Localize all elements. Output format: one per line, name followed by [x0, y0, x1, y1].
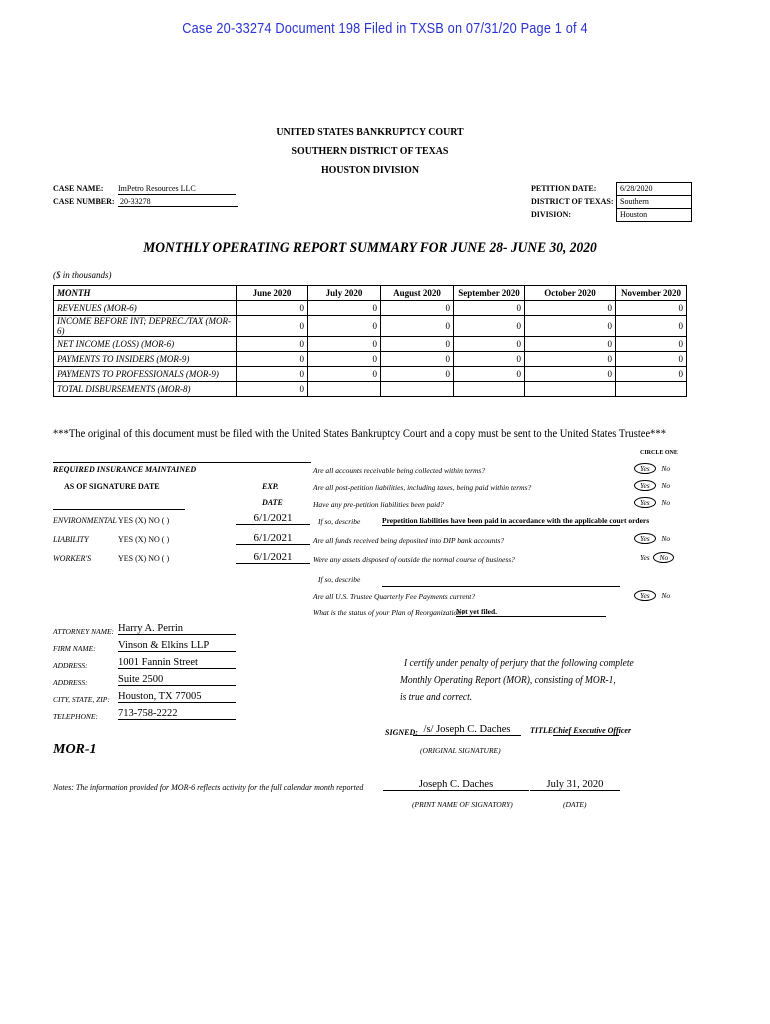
cell: 0: [381, 316, 454, 337]
answer-yes: Yes: [634, 590, 656, 601]
header-col: November 2020: [616, 286, 687, 301]
plan-status-value: Not yet filed.: [456, 607, 606, 617]
case-number-value: 20-33278: [118, 197, 238, 207]
cell: 0: [237, 301, 308, 316]
city-value: Houston, TX 77005: [118, 691, 236, 703]
cell: 0: [525, 352, 616, 367]
table-row: [54, 367, 687, 382]
pre-petition-description: Prepetition liabilities have been paid in accordance with the applicable court orders: [382, 516, 650, 525]
row-label: NET INCOME (LOSS) (MOR-6): [54, 337, 237, 352]
title-value: Chief Executive Officer: [553, 726, 632, 735]
firm-name-label: FIRM NAME:: [53, 644, 96, 653]
header-month: MONTH: [54, 286, 237, 301]
cell: 0: [308, 301, 381, 316]
telephone-label: TELEPHONE:: [53, 712, 98, 721]
certification-line: is true and correct.: [400, 692, 473, 703]
answer-no: No: [661, 591, 671, 600]
insurance-top-rule: [53, 462, 311, 463]
district-value: Southern: [620, 197, 649, 206]
address2-label: ADDRESS:: [53, 678, 88, 687]
insurance-exp-date: 6/1/2021: [236, 551, 310, 564]
city-label: CITY, STATE, ZIP:: [53, 695, 110, 704]
answer-no: No: [661, 534, 671, 543]
question-post-petition: Are all post-petition liabilities, including taxes, being paid within terms?: [313, 483, 532, 492]
question-receivables: Are all accounts receivable being collected within terms?: [313, 466, 486, 475]
answer-no: No: [661, 498, 671, 507]
cell: 0: [616, 367, 687, 382]
attorney-name-label: ATTORNEY NAME:: [53, 627, 115, 636]
cell: 0: [308, 352, 381, 367]
cell: [525, 382, 616, 397]
table-header-row: [54, 286, 687, 301]
date-label: (DATE): [563, 800, 587, 809]
insurance-exp-date: 6/1/2021: [236, 532, 310, 545]
date-value: July 31, 2020: [530, 779, 620, 791]
insurance-status: YES (X) NO ( ): [118, 554, 170, 563]
attorney-name-value: Harry A. Perrin: [118, 623, 236, 635]
cell: 0: [616, 352, 687, 367]
cell: [381, 382, 454, 397]
units-note: ($ in thousands): [53, 270, 112, 280]
cell: 0: [616, 301, 687, 316]
table-row: [54, 352, 687, 367]
insurance-type: LIABILITY: [53, 535, 89, 544]
cell: [616, 382, 687, 397]
answer-yes: Yes: [640, 553, 650, 562]
row-label: TOTAL DISBURSEMENTS (MOR-8): [54, 382, 237, 397]
address1-value: 1001 Fannin Street: [118, 657, 236, 669]
address1-label: ADDRESS:: [53, 661, 88, 670]
cell: 0: [237, 367, 308, 382]
case-name-underline: [118, 194, 236, 195]
answer-q5: [640, 552, 674, 563]
row-label: REVENUES (MOR-6): [54, 301, 237, 316]
insurance-as-of: AS OF SIGNATURE DATE: [64, 482, 160, 491]
cell: 0: [237, 352, 308, 367]
answer-no: No: [661, 481, 671, 490]
cell: 0: [616, 337, 687, 352]
print-name-value: Joseph C. Daches: [383, 779, 529, 791]
title-label: TITLE:: [530, 726, 556, 735]
insurance-type: ENVIRONMENTAL: [53, 516, 117, 525]
case-name-label: CASE NAME:: [53, 184, 104, 193]
header-col: July 2020: [308, 286, 381, 301]
insurance-exp-label: EXP.: [262, 482, 279, 491]
petition-date-label: PETITION DATE:: [531, 184, 597, 193]
cell: 0: [308, 367, 381, 382]
answer-q1: [634, 463, 670, 474]
case-number-label: CASE NUMBER:: [53, 197, 115, 206]
division-value: Houston: [620, 210, 648, 219]
filing-stamp: Case 20-33274 Document 198 Filed in TXSB on 07/31/20 Page 1 of 4: [182, 20, 588, 37]
cell: 0: [237, 382, 308, 397]
describe-underline: [382, 586, 620, 587]
cell: 0: [525, 316, 616, 337]
cell: [308, 382, 381, 397]
table-row: [54, 301, 687, 316]
insurance-status: YES (X) NO ( ): [118, 535, 170, 544]
cell: 0: [381, 337, 454, 352]
insurance-status: YES (X) NO ( ): [118, 516, 170, 525]
insurance-title: REQUIRED INSURANCE MAINTAINED: [53, 465, 197, 474]
cell: 0: [525, 337, 616, 352]
cell: [454, 382, 525, 397]
table-row: [54, 337, 687, 352]
case-box-divider: [616, 195, 691, 196]
form-id: MOR-1: [53, 742, 97, 757]
answer-q3: [634, 497, 670, 508]
insurance-type: WORKER'S: [53, 554, 92, 563]
trustee-note: ***The original of this document must be filed with the United States Bankruptcy Court and a copy must be sent to the United States Trustee***: [53, 426, 666, 440]
cell: 0: [525, 301, 616, 316]
question-pre-petition: Have any pre-petition liabilities been paid?: [313, 500, 444, 509]
cell: 0: [381, 367, 454, 382]
header-col: October 2020: [525, 286, 616, 301]
case-box-divider: [616, 208, 691, 209]
header-col: June 2020: [237, 286, 308, 301]
header-col: September 2020: [454, 286, 525, 301]
address2-value: Suite 2500: [118, 674, 236, 686]
report-title: MONTHLY OPERATING REPORT SUMMARY FOR JUNE 28- JUNE 30, 2020: [143, 240, 597, 256]
cell: 0: [616, 316, 687, 337]
row-label: PAYMENTS TO INSIDERS (MOR-9): [54, 352, 237, 367]
describe-label: If so, describe: [318, 517, 361, 526]
answer-yes: Yes: [634, 497, 656, 508]
telephone-value: 713-758-2222: [118, 708, 236, 720]
insurance-exp-date: 6/1/2021: [236, 512, 310, 525]
question-trustee-fees: Are all U.S. Trustee Quarterly Fee Payments current?: [313, 592, 476, 601]
certification-line: I certify under penalty of perjury that the following complete: [404, 658, 634, 669]
certification-line: Monthly Operating Report (MOR), consisting of MOR-1,: [400, 675, 616, 686]
cell: 0: [381, 301, 454, 316]
notes: Notes: The information provided for MOR-6 reflects activity for the full calendar month reported: [53, 783, 364, 792]
answer-yes: Yes: [634, 463, 656, 474]
signed-value: /s/ Joseph C. Daches: [413, 724, 521, 736]
court-title: UNITED STATES BANKRUPTCY COURT: [276, 126, 464, 138]
cell: 0: [525, 367, 616, 382]
court-division: HOUSTON DIVISION: [320, 164, 420, 176]
answer-yes: Yes: [634, 533, 656, 544]
cell: 0: [454, 367, 525, 382]
table-row: [54, 382, 687, 397]
header-col: August 2020: [381, 286, 454, 301]
circle-one-label: CIRCLE ONE: [640, 450, 678, 456]
signed-label: SIGNED:: [385, 728, 418, 737]
question-plan-status: What is the status of your Plan of Reorganization?: [313, 608, 465, 617]
row-label: PAYMENTS TO PROFESSIONALS (MOR-9): [54, 367, 237, 382]
answer-q2: [634, 480, 670, 491]
firm-name-value: Vinson & Elkins LLP: [118, 640, 236, 652]
division-label: DIVISION:: [531, 210, 572, 219]
describe-label: If so, describe: [318, 575, 361, 584]
cell: 0: [381, 352, 454, 367]
cell: 0: [237, 316, 308, 337]
answer-yes: Yes: [634, 480, 656, 491]
cell: 0: [454, 301, 525, 316]
case-name-value: ImPetro Resources LLC: [118, 184, 196, 193]
insurance-date-label: DATE: [262, 498, 283, 507]
cell: 0: [454, 316, 525, 337]
cell: 0: [237, 337, 308, 352]
table-row: [54, 316, 687, 337]
cell: 0: [308, 316, 381, 337]
question-assets-disposed: Were any assets disposed of outside the normal course of business?: [313, 555, 515, 564]
print-name-label: (PRINT NAME OF SIGNATORY): [412, 800, 513, 809]
answer-q6: [634, 590, 670, 601]
cell: 0: [308, 337, 381, 352]
petition-date-value: 6/28/2020: [620, 184, 653, 193]
summary-table: [53, 285, 687, 397]
district-label: DISTRICT OF TEXAS:: [531, 197, 614, 206]
answer-no: No: [661, 464, 671, 473]
original-signature-label: (ORIGINAL SIGNATURE): [420, 746, 501, 755]
cell: 0: [454, 337, 525, 352]
row-label: INCOME BEFORE INT; DEPREC./TAX (MOR-6): [54, 316, 237, 337]
insurance-divider: [53, 509, 185, 510]
cell: 0: [454, 352, 525, 367]
answer-q4: [634, 533, 670, 544]
court-district: SOUTHERN DISTRICT OF TEXAS: [291, 145, 449, 157]
answer-no: No: [653, 552, 674, 563]
question-dip-deposits: Are all funds received being deposited into DIP bank accounts?: [313, 536, 505, 545]
